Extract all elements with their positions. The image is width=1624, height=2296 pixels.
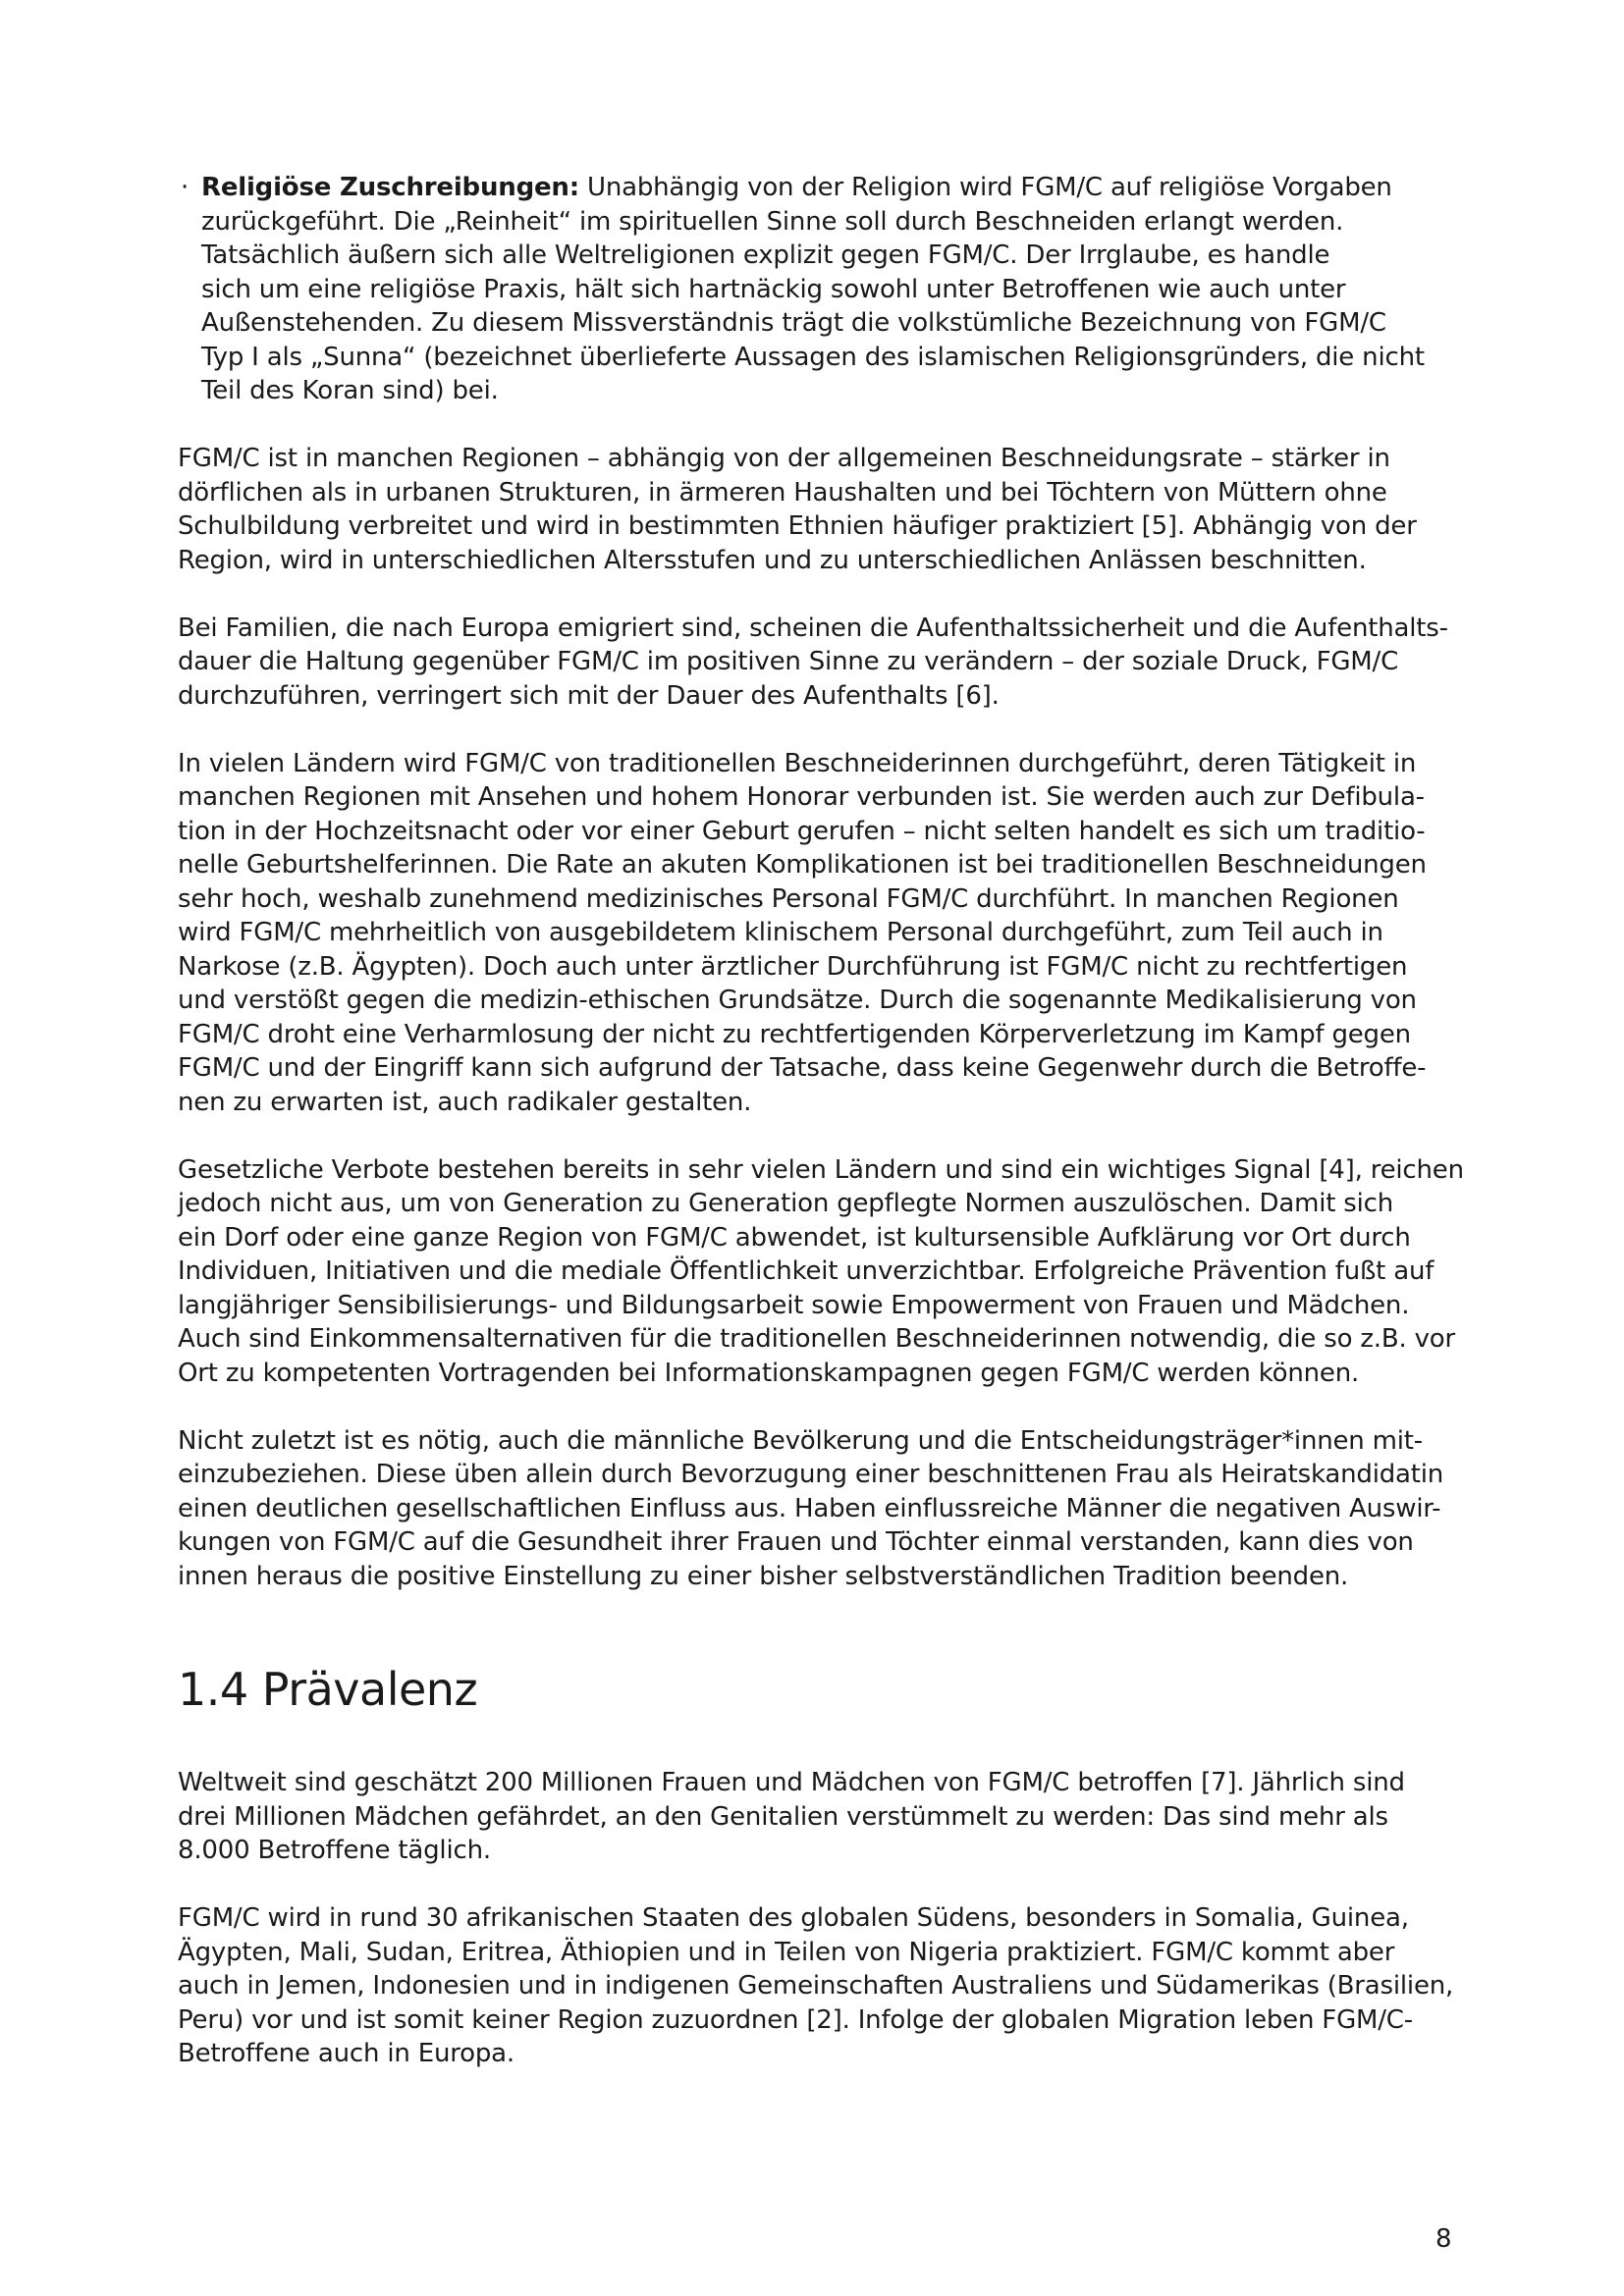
text-line: jedoch nicht aus, um von Generation zu Generation gepflegte Normen auszulöschen. Damit sich [178,1189,1394,1218]
paragraph-male-involvement [178,1424,1464,1594]
text-line: durchzuführen, verringert sich mit der Dauer des Aufenthalts [6]. [178,680,1000,711]
text-line: langjähriger Sensibilisierungs- und Bildungsarbeit sowie Empowerment von Frauen und Mädchen. [178,1290,1410,1320]
text-line: wird FGM/C mehrheitlich von ausgebildetem klinischem Personal durchgeführt, zum Teil auch in [178,918,1383,947]
text-line: Teil des Koran sind) bei. [201,376,499,405]
text-line: manchen Regionen mit Ansehen und hohem Honorar verbunden ist. Sie werden auch zur Defibula- [178,782,1425,812]
text-line: Peru) vor und ist somit keiner Region zuzuordnen [2]. Infolge der globalen Migration leben FGM/C- [178,2004,1413,2035]
text-line: kungen von FGM/C auf die Gesundheit ihrer Frauen und Töchter einmal verstanden, kann dies von [178,1527,1414,1557]
text-line: nelle Geburtshelferinnen. Die Rate an akuten Komplikationen ist bei traditionellen Beschneidungen [178,850,1427,880]
text-line: und verstößt gegen die medizin-ethischen Grundsätze. Durch die sogenannte Medikalisierung von [178,986,1417,1015]
paragraph-prevalence-factors [178,442,1464,577]
text-line: Tatsächlich äußern sich alle Weltreligionen explizit gegen FGM/C. Der Irrglaube, es handle [201,240,1330,270]
text-line: Betroffene auch in Europa. [178,2039,514,2068]
paragraph-practitioners [178,747,1464,1120]
text-line: Region, wird in unterschiedlichen Altersstufen und zu unterschiedlichen Anlässen beschnitten. [178,545,1367,575]
text-line: Weltweit sind geschätzt 200 Millionen Frauen und Mädchen von FGM/C betroffen [7]. Jährlich sind [178,1768,1405,1797]
text-line: dauer die Haltung gegenüber FGM/C im positiven Sinne zu verändern – der soziale Druck, FGM/C [178,647,1399,676]
text-line: sehr hoch, weshalb zunehmend medizinisches Personal FGM/C durchführt. In manchen Regionen [178,883,1399,914]
paragraph-regions [178,1901,1464,2071]
bullet-item-religious-attributions [178,171,1464,408]
text-line: einen deutlichen gesellschaftlichen Einfluss aus. Haben einflussreiche Männer die negativen Auswir- [178,1493,1441,1523]
text-line: Narkose (z.B. Ägypten). Doch auch unter ärztlicher Durchführung ist FGM/C nicht zu rechtfertigen [178,951,1408,982]
text-line: Typ I als „Sunna“ (bezeichnet überlieferte Aussagen des islamischen Religionsgründers, die nicht [201,342,1425,372]
text-line: ein Dorf oder eine ganze Region von FGM/C abwendet, ist kultursensible Aufklärung vor Ort durch [178,1222,1411,1253]
text-line: sich um eine religiöse Praxis, hält sich hartnäckig sowohl unter Betroffenen wie auch unter [201,274,1346,304]
text-line: Außenstehenden. Zu diesem Missverständnis trägt die volkstümliche Bezeichnung von FGM/C [201,308,1386,338]
text-line: Nicht zuletzt ist es nötig, auch die männliche Bevölkerung und die Entscheidungsträger*innen mit- [178,1425,1423,1456]
text-line: Gesetzliche Verbote bestehen bereits in sehr vielen Ländern und sind ein wichtiges Signal [4], reichen [178,1154,1464,1185]
bullet-first-line-text: Unabhängig von der Religion wird FGM/C auf religiöse Vorgaben [578,173,1392,202]
text-line: Auch sind Einkommensalternativen für die traditionellen Beschneiderinnen notwendig, die so z.B. vor [178,1324,1456,1354]
bullet-marker: · [181,173,189,202]
text-line: dörflichen als in urbanen Strukturen, in ärmeren Haushalten und bei Töchtern von Müttern ohne [178,477,1387,507]
text-line: FGM/C wird in rund 30 afrikanischen Staaten des globalen Südens, besonders in Somalia, Guinea, [178,1903,1409,1933]
text-line: einzubeziehen. Diese üben allein durch Bevorzugung einer beschnittenen Frau als Heiratskandidatin [178,1460,1444,1489]
text-line: drei Millionen Mädchen gefährdet, an den Genitalien verstümmelt zu werden: Das sind mehr als [178,1801,1388,1832]
document-page [178,171,1464,2071]
text-line: zurückgeführt. Die „Reinheit“ im spirituellen Sinne soll durch Beschneiden erlangt werden. [201,206,1344,237]
bullet-first-line [201,171,1464,205]
text-line: Individuen, Initiativen und die mediale Öffentlichkeit unverzichtbar. Erfolgreiche Prävention fußt auf [178,1256,1435,1286]
text-line: tion in der Hochzeitsnacht oder vor einer Geburt gerufen – nicht selten handelt es sich um traditio- [178,816,1426,846]
text-line: auch in Jemen, Indonesien und in indigenen Gemeinschaften Australiens und Südamerikas (Brasilien, [178,1971,1454,2001]
text-line: FGM/C ist in manchen Regionen – abhängig von der allgemeinen Beschneidungsrate – stärker in [178,444,1390,473]
bullet-term: Religiöse Zuschreibungen: [201,173,579,202]
text-line: FGM/C droht eine Verharmlosung der nicht zu rechtfertigenden Körperverletzung im Kampf gegen [178,1019,1411,1049]
text-line: FGM/C und der Eingriff kann sich aufgrund der Tatsache, dass keine Gegenwehr durch die Betroffe- [178,1053,1427,1083]
page-number: 8 [1435,2224,1452,2254]
paragraph-global-figures [178,1766,1464,1868]
text-line: Bei Familien, die nach Europa emigriert sind, scheinen die Aufenthaltssicherheit und die Aufenthalts- [178,613,1448,643]
text-line: In vielen Ländern wird FGM/C von traditionellen Beschneiderinnen durchgeführt, deren Tätigkeit in [178,748,1417,778]
section-heading: 1.4 Prävalenz [178,1663,478,1716]
paragraph-migration [178,612,1464,714]
text-line: Schulbildung verbreitet und wird in bestimmten Ethnien häufiger praktiziert [5]. Abhängig von der [178,511,1417,541]
text-line: innen heraus die positive Einstellung zu einer bisher selbstverständlichen Tradition beenden. [178,1561,1349,1591]
text-line: 8.000 Betroffene täglich. [178,1836,491,1865]
paragraph-legal-bans [178,1153,1464,1391]
text-line: Ägypten, Mali, Sudan, Eritrea, Äthiopien und in Teilen von Nigeria praktiziert. FGM/C kommt aber [178,1937,1395,1967]
text-line: Ort zu kompetenten Vortragenden bei Informationskampagnen gegen FGM/C werden können. [178,1358,1360,1388]
text-line: nen zu erwarten ist, auch radikaler gestalten. [178,1087,752,1117]
